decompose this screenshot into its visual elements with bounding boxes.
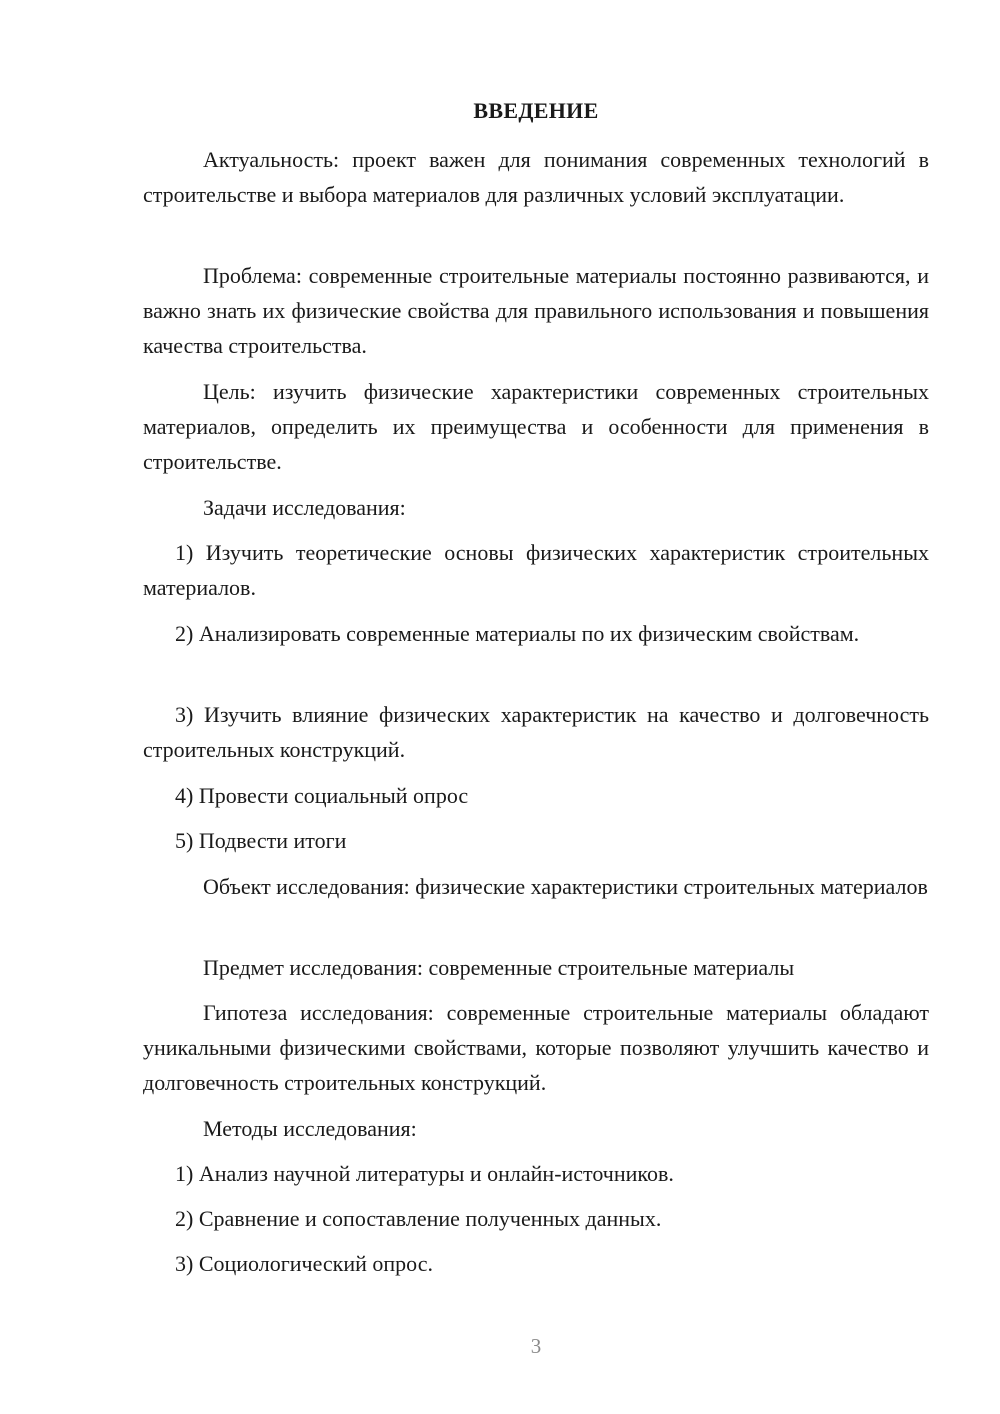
methods-title: Методы исследования: — [203, 1116, 417, 1141]
method-item-1: 1) Анализ научной литературы и онлайн-источников. — [175, 1161, 674, 1186]
paragraph-subject: Предмет исследования: современные строительные материалы — [203, 955, 795, 980]
task-item-2: 2) Анализировать современные материалы по их физическим свойствам. — [175, 621, 860, 646]
page-number: 3 — [530, 1334, 542, 1358]
task-item-4: 4) Провести социальный опрос — [175, 783, 469, 808]
paragraph-problem: Проблема: современные строительные материалы постоянно развиваются, и важно знать их физические свойства для правильного использования и повышения качества строительства. — [143, 263, 929, 358]
page-heading: ВВЕДЕНИЕ — [473, 98, 599, 123]
method-item-2: 2) Сравнение и сопоставление полученных данных. — [175, 1206, 662, 1231]
paragraph-relevance: Актуальность: проект важен для понимания современных технологий в строительстве и выбора материалов для различных условий эксплуатации. — [143, 147, 929, 207]
task-item-1: 1) Изучить теоретические основы физических характеристик строительных материалов. — [143, 540, 929, 600]
method-item-3: 3) Социологический опрос. — [175, 1251, 433, 1276]
paragraph-goal: Цель: изучить физические характеристики современных строительных материалов, определить их преимущества и особенности для применения в строительстве. — [143, 379, 929, 474]
paragraph-hypothesis: Гипотеза исследования: современные строительные материалы обладают уникальными физическими свойствами, которые позволяют улучшить качество и долговечность строительных конструкций. — [143, 1000, 929, 1095]
paragraph-object: Объект исследования: физические характеристики строительных материалов — [203, 874, 928, 899]
tasks-title: Задачи исследования: — [203, 495, 406, 520]
task-item-3: 3) Изучить влияние физических характеристик на качество и долговечность строительных конструкций. — [143, 702, 929, 762]
task-item-5: 5) Подвести итоги — [175, 828, 347, 853]
